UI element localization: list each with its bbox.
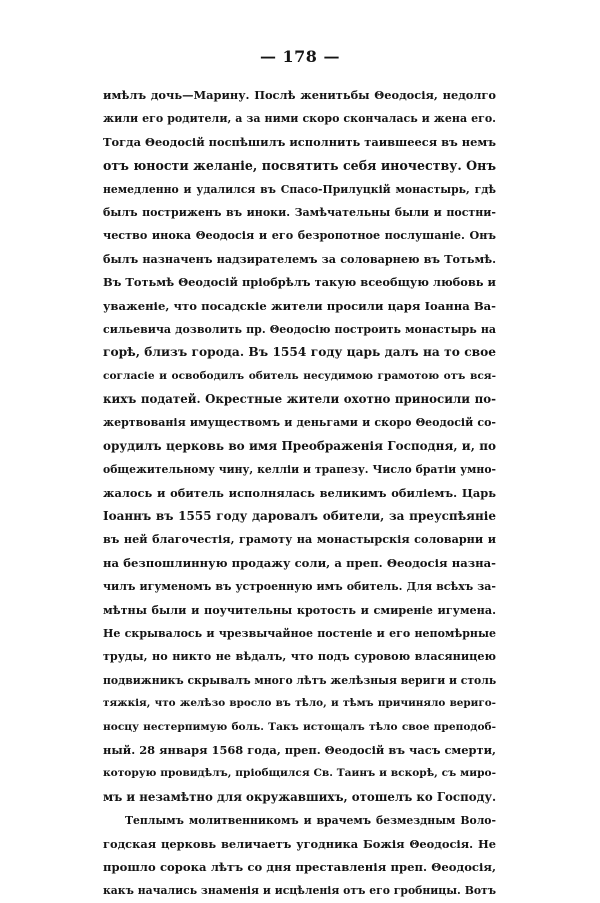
text-line: носцу нестерпимую боль. Такъ истощалъ тѣло свое преподоб- (103, 720, 496, 733)
text-line: чество инока Θеодосія и его безропотное послушаніе. Онъ (103, 228, 496, 243)
text-line: Теплымъ молитвенникомъ и врачемъ безмездным Воло- (125, 814, 496, 828)
text-line: подвижникъ скрывалъ много лѣтъ желѣзныя вериги и столь (103, 673, 497, 687)
text-line: Іоаннъ въ 1555 году даровалъ обители, за преуспѣяніе (103, 509, 496, 524)
text-line: уваженіе, что посадскіе жители просили царя Іоанна Ва- (103, 298, 496, 313)
text-line: мѣтны были и поучительны кротость и смиреніе игумена. (103, 602, 496, 617)
text-line: мъ и незамѣтно для окружавшихъ, отошелъ ко Господу. (103, 789, 497, 804)
text-line: тяжкія, что желѣзо вросло въ тѣло, и тѣмъ причиняло вериго- (103, 697, 496, 710)
text-line: былъ постриженъ въ иноки. Замѣчательны были и постни- (103, 205, 496, 219)
text-line: въ ней благочестія, грамоту на монастырскія соловарни и (103, 532, 496, 547)
text-line: которую провидѣлъ, пріобщился Св. Таинъ и вскорѣ, съ миро- (103, 767, 496, 780)
text-line: ный. 28 января 1568 года, преп. Θеодосій въ часъ смерти, (103, 742, 496, 757)
text-line: годская церковь величаетъ угодника Божія Θеодосія. Не (103, 836, 496, 851)
text-line: отъ юности желаніе, посвятить себя иночеству. Онъ (103, 158, 496, 174)
text-line: какъ начались знаменія и исцѣленія отъ его гробницы. Вотъ (103, 884, 496, 898)
text-line: Не скрывалось и чрезвычайное постеніе и его непомѣрные (103, 626, 496, 640)
text-line: прошло сорока лѣтъ со дня преставленія преп. Θеодосія, (103, 859, 496, 874)
text-line: общежительному чину, келліи и трапезу. Число братіи умно- (103, 463, 496, 477)
text-line: горѣ, близъ города. Въ 1554 году царь далъ на то свое (103, 345, 496, 360)
text-line: согласіе и освободилъ обитель несудимою грамотою отъ вся- (103, 369, 496, 382)
text-line: Въ Тотьмѣ Θеодосій пріобрѣлъ такую всеобщую любовь и (103, 275, 496, 290)
text-line: имѣлъ дочь—Марину. Послѣ женитьбы Θеодосія, недолго (103, 88, 496, 102)
text-line: орудилъ церковь во имя Преображенія Господня, и, по (103, 438, 496, 453)
text-line: Тогда Θеодосій поспѣшилъ исполнить таившееся въ немъ (103, 134, 496, 149)
page-number: — 178 — (259, 47, 341, 66)
text-line: на безпошлинную продажу соли, а преп. Θеодосія назна- (103, 555, 496, 570)
text-line: труды, но никто не вѣдалъ, что подъ суровою власяницею (103, 649, 496, 664)
body-text (103, 84, 496, 903)
text-line: жили его родители, а за ними скоро скончалась и жена его. (103, 112, 496, 126)
text-line: былъ назначенъ надзирателемъ за соловарнею въ Тотьмѣ. (103, 251, 496, 266)
text-line: немедленно и удалился въ Спасо-Прилуцкій монастырь, гдѣ (103, 182, 496, 196)
text-line: чилъ игуменомъ въ устроенную имъ обитель. Для всѣхъ за- (103, 580, 496, 594)
text-line: жалось и обитель исполнялась великимъ обиліемъ. Царь (103, 485, 496, 500)
text-line: жертвованія имуществомъ и деньгами и скоро Θеодосій со- (103, 416, 496, 430)
text-line: кихъ податей. Окрестные жители охотно приносили по- (103, 392, 496, 407)
text-line: сильевича дозволить пр. Θеодосію построить монастырь на (103, 322, 496, 336)
